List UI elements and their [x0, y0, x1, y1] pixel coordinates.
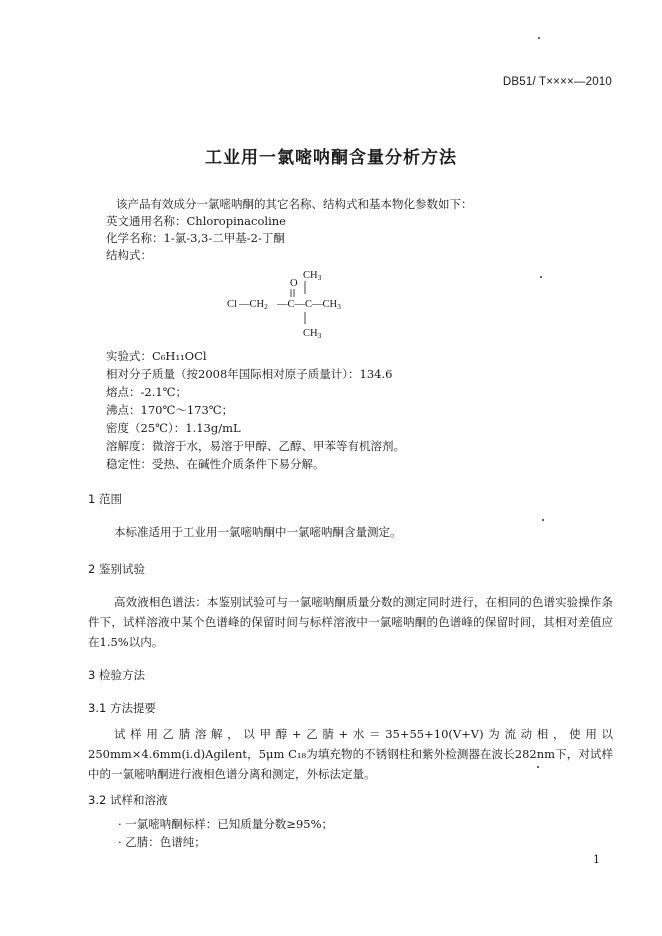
stability: 稳定性：受热、在碱性介质条件下易分解。	[106, 457, 325, 471]
empirical-formula: 实验式：C₆H₁₁OCl	[106, 349, 207, 363]
section-heading-identification: 2 鉴别试验	[88, 562, 145, 576]
oxygen: O	[290, 278, 298, 289]
section-heading-samples: 3.2 试样和溶液	[88, 793, 168, 807]
chemical-name: 化学名称：1-氯-3,3-二甲基-2-丁酮	[106, 231, 285, 245]
page-number: 1	[593, 853, 600, 866]
scan-speck	[537, 766, 539, 768]
intro-lead: 该产品有效成分一氯嘧呐酮的其它名称、结构式和基本物化参数如下：	[116, 197, 473, 211]
density: 密度（25℃）：1.13g/mL	[106, 421, 241, 435]
bullet-acetonitrile: · 乙腈：色谱纯；	[118, 835, 206, 849]
cl-atom: Cl	[227, 299, 237, 310]
section-heading-method: 3 检验方法	[88, 668, 145, 682]
melting-point: 熔点：-2.1℃；	[106, 385, 188, 399]
section-heading-principle: 3.1 方法提要	[88, 701, 156, 715]
solubility: 溶解度：微溶于水，易溶于甲醇、乙醇、甲苯等有机溶剂。	[106, 439, 405, 453]
structural-formula	[225, 264, 375, 344]
bullet-standard: · 一氯嘧呐酮标样：已知质量分数≥95%；	[118, 817, 334, 831]
section-text-identification: 高效液相色谱法：本鉴别试验可与一氯嘧呐酮质量分数的测定同时进行，在相同的色谱实验操作条件下，试样溶液中某个色谱峰的保留时间与标样溶液中一氯嘧呐酮的色谱峰的保留时间，其相对差值应在1.5%以内。	[88, 595, 613, 649]
carbon-chain: —C—C—CH3	[277, 299, 341, 311]
ch2-group: —CH2	[239, 299, 268, 311]
scan-speck	[542, 519, 544, 521]
ch3-bottom: CH3	[303, 328, 322, 340]
scan-speck	[538, 37, 540, 39]
document-code: DB51/ T××××—2010	[502, 76, 612, 88]
ch3-top: CH3	[303, 270, 322, 282]
section-text-scope: 本标准适用于工业用一氯嘧呐酮中一氯嘧呐酮含量测定。	[114, 525, 402, 539]
scan-speck	[540, 276, 542, 278]
molecular-mass: 相对分子质量（按2008年国际相对原子质量计）：134.6	[106, 367, 393, 381]
structure-label: 结构式：	[106, 248, 152, 262]
page-title: 工业用一氯嘧呐酮含量分析方法	[205, 148, 457, 168]
english-name: 英文通用名称：Chloropinacoline	[106, 214, 286, 228]
boiling-point: 沸点：170℃～173℃；	[106, 403, 234, 417]
section-text-principle: 试样用乙腈溶解，以甲醇+乙腈+水＝35+55+10(V+V)为流动相，使用以250mm×4.6mm(i.d)Agilent，5μm C₁₈为填充物的不锈钢柱和紫外检测器在波长282nm下，对试样中的一氯嘧呐酮进行液相色谱分离和测定，外标法定量。	[88, 727, 613, 781]
section-heading-scope: 1 范围	[88, 492, 122, 506]
